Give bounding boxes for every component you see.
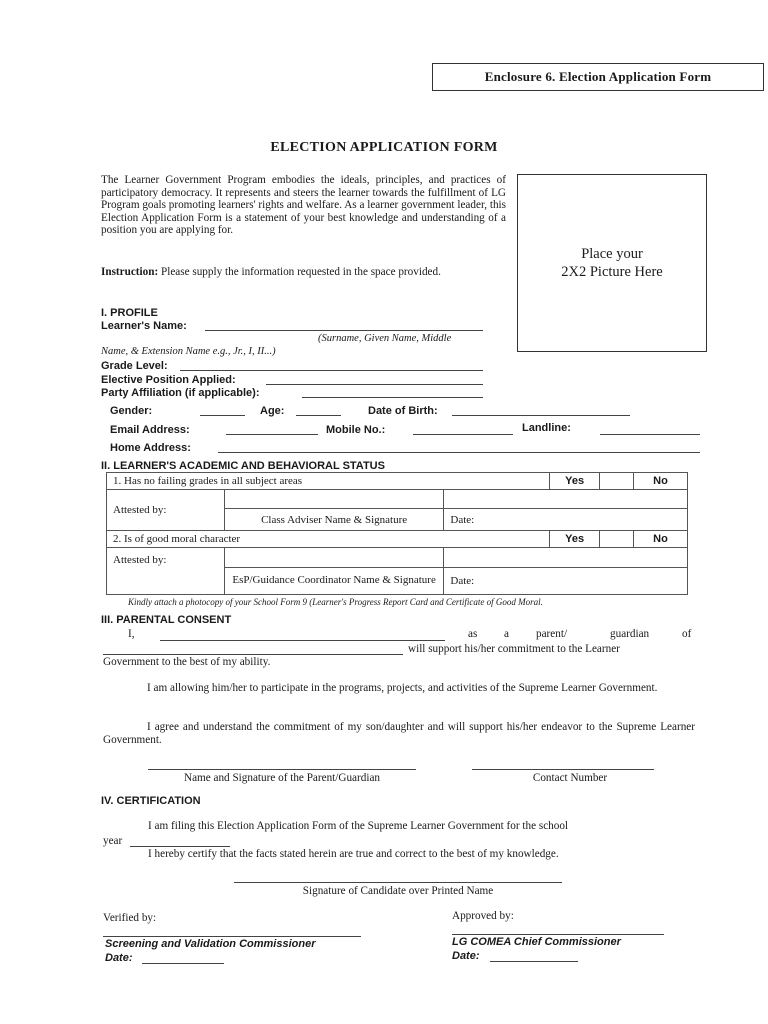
instruction bbox=[101, 266, 506, 279]
name-hint-2: Name, & Extension Name e.g., Jr., I, II...) bbox=[101, 346, 276, 357]
photo-line-2: 2X2 Picture Here bbox=[561, 264, 663, 280]
approver-date-field[interactable] bbox=[490, 961, 578, 962]
consent-guardian: guardian bbox=[610, 628, 650, 640]
yes-label-2: Yes bbox=[550, 531, 600, 548]
no-label-2: No bbox=[634, 531, 688, 548]
attested-by-2: Attested by: bbox=[107, 548, 225, 595]
home-address-field[interactable] bbox=[218, 452, 700, 453]
yes-label-1: Yes bbox=[550, 473, 600, 490]
enclosure-label: Enclosure 6. Election Application Form bbox=[432, 63, 764, 91]
mobile-field[interactable] bbox=[413, 434, 513, 435]
age-field[interactable] bbox=[296, 415, 341, 416]
verifier-date-field[interactable] bbox=[142, 963, 224, 964]
dob-label: Date of Birth: bbox=[368, 405, 438, 417]
learners-name-field[interactable] bbox=[205, 330, 483, 331]
school-year-blank[interactable] bbox=[130, 846, 230, 847]
verifier-signature-line[interactable] bbox=[103, 936, 361, 937]
email-label: Email Address: bbox=[110, 424, 190, 436]
candidate-signature-line[interactable] bbox=[234, 882, 562, 883]
grade-level-label: Grade Level: bbox=[101, 360, 168, 372]
verified-by-label: Verified by: bbox=[103, 912, 157, 924]
landline-label: Landline: bbox=[522, 422, 571, 434]
criterion-1: 1. Has no failing grades in all subject areas bbox=[107, 473, 550, 490]
signer-1: Class Adviser Name & Signature bbox=[224, 509, 444, 531]
mobile-label: Mobile No.: bbox=[326, 424, 386, 436]
grade-level-field[interactable] bbox=[180, 370, 483, 371]
gender-label: Gender: bbox=[110, 405, 153, 417]
intro-paragraph: The Learner Government Program embodies the ideals, principles, and practices of participatory democracy. It represents and steers the learner towards the fulfillment of LG Program goals promoting learners' rights and welfare. As a learner government leader, this Election Application Form is a statement of your best knowledge and understanding of a position you are applying for. bbox=[101, 174, 506, 237]
verifier-title: Screening and Validation Commissioner bbox=[105, 938, 316, 950]
no-label-1: No bbox=[634, 473, 688, 490]
consent-a: a bbox=[504, 628, 509, 640]
email-field[interactable] bbox=[226, 434, 318, 435]
consent-of: of bbox=[682, 628, 692, 640]
consent-will-support: will support his/her commitment to the Learner bbox=[408, 643, 620, 655]
verifier-date-label: Date: bbox=[105, 952, 133, 964]
parent-signature-line[interactable] bbox=[148, 769, 416, 770]
party-affiliation-label: Party Affiliation (if applicable): bbox=[101, 387, 260, 399]
approved-by-label: Approved by: bbox=[452, 910, 514, 922]
contact-number-line[interactable] bbox=[472, 769, 654, 770]
certification-heading: IV. CERTIFICATION bbox=[101, 795, 201, 807]
consent-i: I, bbox=[128, 628, 135, 640]
signer-2: EsP/Guidance Coordinator Name & Signature bbox=[224, 567, 444, 594]
dob-field[interactable] bbox=[452, 415, 630, 416]
contact-number-label: Contact Number bbox=[532, 772, 608, 784]
consent-as: as bbox=[468, 628, 478, 640]
date-label-2: Date: bbox=[444, 567, 688, 594]
instruction-label: Instruction: bbox=[101, 266, 159, 278]
parent-signature-label: Name and Signature of the Parent/Guardian bbox=[183, 772, 381, 784]
approver-date-label: Date: bbox=[452, 950, 480, 962]
photo-placeholder[interactable] bbox=[517, 174, 707, 352]
instruction-text: Please supply the information requested in the space provided. bbox=[158, 266, 441, 278]
approver-signature-line[interactable] bbox=[452, 934, 664, 935]
attested-by-1: Attested by: bbox=[107, 490, 225, 531]
criterion-2: 2. Is of good moral character bbox=[107, 531, 550, 548]
date-space-1[interactable] bbox=[444, 490, 688, 509]
learners-name-label: Learner's Name: bbox=[101, 320, 187, 332]
certification-year: year bbox=[103, 835, 123, 847]
status-table-1 bbox=[106, 472, 688, 531]
signer-space-1[interactable] bbox=[224, 490, 444, 509]
approver-title: LG COMEA Chief Commissioner bbox=[452, 936, 621, 948]
gender-field[interactable] bbox=[200, 415, 245, 416]
photo-line-1: Place your bbox=[581, 246, 643, 262]
consent-line-2: Government to the best of my ability. bbox=[103, 656, 271, 668]
elective-position-field[interactable] bbox=[266, 384, 483, 385]
party-affiliation-field[interactable] bbox=[302, 397, 483, 398]
consent-heading: III. PARENTAL CONSENT bbox=[101, 614, 232, 626]
certification-p1: I am filing this Election Application Form of the Supreme Learner Government for the school bbox=[148, 820, 569, 832]
elective-position-label: Elective Position Applied: bbox=[101, 374, 236, 386]
age-label: Age: bbox=[260, 405, 285, 417]
status-table-2 bbox=[106, 530, 688, 595]
landline-field[interactable] bbox=[600, 434, 700, 435]
date-space-2[interactable] bbox=[444, 548, 688, 568]
yes-box-2[interactable] bbox=[600, 531, 634, 548]
status-heading: II. LEARNER'S ACADEMIC AND BEHAVIORAL STATUS bbox=[101, 460, 385, 472]
attachment-note: Kindly attach a photocopy of your School Form 9 (Learner's Progress Report Card and Certificate of Good Moral. bbox=[128, 597, 543, 607]
date-label-1: Date: bbox=[444, 509, 688, 531]
yes-box-1[interactable] bbox=[600, 473, 634, 490]
consent-parent: parent/ bbox=[536, 628, 568, 640]
home-address-label: Home Address: bbox=[110, 442, 191, 454]
consent-paragraph-3: I agree and understand the commitment of my son/daughter and will support his/her endeavor to the Supreme Learner Government. bbox=[103, 721, 695, 746]
form-title: ELECTION APPLICATION FORM bbox=[270, 140, 498, 155]
candidate-signature-label: Signature of Candidate over Printed Name bbox=[302, 885, 494, 897]
name-hint-1: (Surname, Given Name, Middle bbox=[318, 333, 452, 344]
learner-name-blank[interactable] bbox=[160, 640, 445, 641]
signer-space-2[interactable] bbox=[224, 548, 444, 568]
profile-heading: I. PROFILE bbox=[101, 307, 158, 319]
parent-name-blank[interactable] bbox=[103, 654, 403, 655]
certification-p2: I hereby certify that the facts stated herein are true and correct to the best of my knowledge. bbox=[148, 848, 559, 860]
consent-paragraph-2: I am allowing him/her to participate in the programs, projects, and activities of the Supreme Learner Government. bbox=[147, 682, 658, 694]
